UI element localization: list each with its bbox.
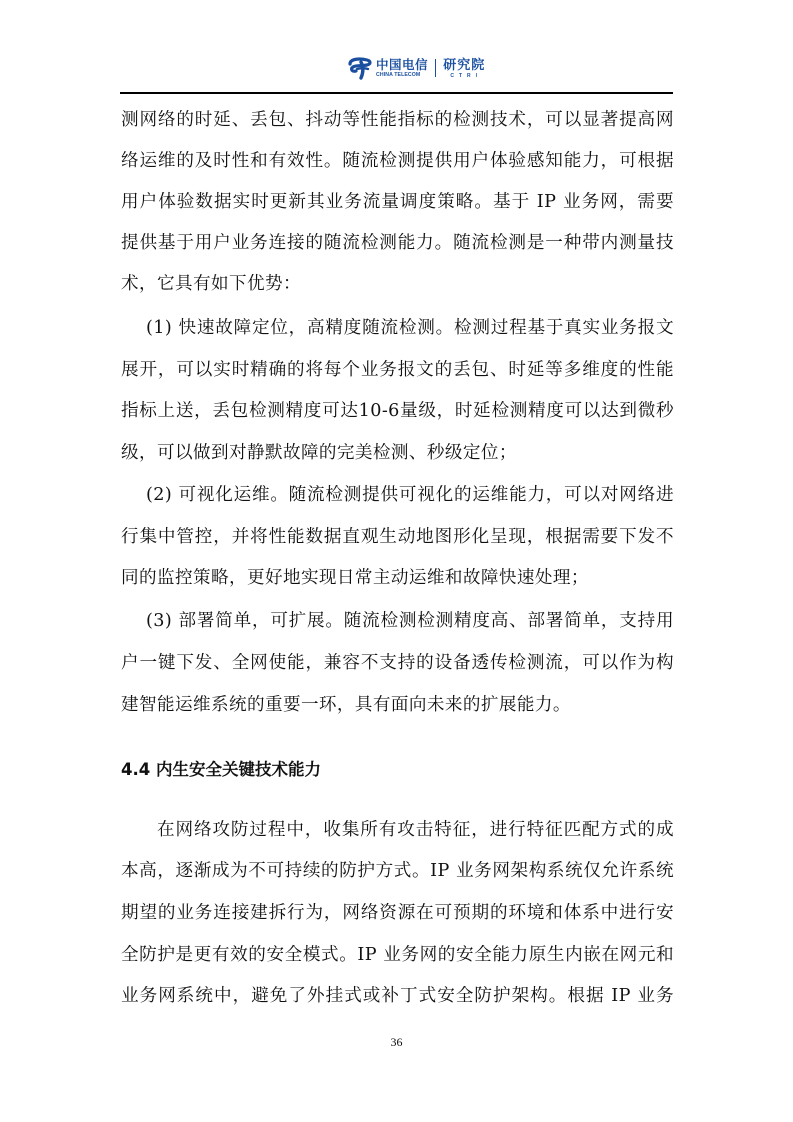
paragraph-line: 本高，逐渐成为不可持续的防护方式。IP 业务网架构系统仅允许系统 bbox=[121, 861, 674, 881]
paragraph-line: 测网络的时延、丢包、抖动等性能指标的检测技术，可以显著提高网 bbox=[121, 110, 674, 130]
paragraph-line: 期望的业务连接建拆行为，网络资源在可预期的环境和体系中进行安 bbox=[121, 903, 674, 923]
brand-name-cn: 中国电信 bbox=[376, 57, 429, 72]
paragraph-line: 展开，可以实时精确的将每个业务报文的丢包、时延等多维度的性能 bbox=[121, 360, 674, 380]
paragraph-line: 行集中管控，并将性能数据直观生动地图形化呈现，根据需要下发不 bbox=[121, 527, 674, 547]
paragraph-line: 全防护是更有效的安全模式。IP 业务网的安全能力原生内嵌在网元和 bbox=[121, 945, 674, 965]
brand-name-en: CHINA TELECOM bbox=[376, 72, 421, 78]
paragraph-line: 络运维的及时性和有效性。随流检测提供用户体验感知能力，可根据 bbox=[121, 151, 674, 171]
paragraph-line: 用户体验数据实时更新其业务流量调度策略。基于 IP 业务网，需要 bbox=[121, 192, 674, 212]
institute-name-en: CTRI bbox=[450, 72, 483, 79]
page-header bbox=[0, 0, 793, 95]
paragraph-line: 指标上送，丢包检测精度可达10-6量级，时延检测精度可以达到微秒 bbox=[121, 401, 674, 421]
page-number: 36 bbox=[390, 1035, 403, 1049]
header-divider bbox=[120, 92, 673, 94]
china-telecom-ctri-logo bbox=[347, 53, 485, 83]
paragraph-line: 提供基于用户业务连接的随流检测能力。随流检测是一种带内测量技 bbox=[121, 233, 674, 253]
section-heading: 4.4 内生安全关键技术能力 bbox=[121, 760, 321, 779]
institute-name-cn: 研究院 bbox=[443, 57, 486, 73]
paragraph-line: 同的监控策略，更好地实现日常主动运维和故障快速处理； bbox=[121, 568, 589, 588]
list-item-line: (2) 可视化运维。随流检测提供可视化的运维能力，可以对网络进 bbox=[146, 485, 674, 505]
paragraph-line: 在网络攻防过程中，收集所有攻击特征，进行特征匹配方式的成 bbox=[157, 820, 674, 840]
paragraph-line: 建智能运维系统的重要一环，具有面向未来的扩展能力。 bbox=[121, 695, 571, 715]
paragraph-line: 业务网系统中，避免了外挂式或补丁式安全防护架构。根据 IP 业务 bbox=[121, 986, 674, 1006]
paragraph-line: 户一键下发、全网使能，兼容不支持的设备透传检测流，可以作为构 bbox=[121, 653, 674, 673]
list-item-line: (3) 部署简单，可扩展。随流检测检测精度高、部署简单，支持用 bbox=[146, 611, 674, 631]
logo-divider bbox=[435, 59, 436, 77]
china-telecom-logo-icon bbox=[347, 56, 373, 80]
paragraph-line: 术，它具有如下优势： bbox=[121, 274, 301, 294]
list-item-line: (1) 快速故障定位，高精度随流检测。检测过程基于真实业务报文 bbox=[146, 318, 674, 338]
paragraph-line: 级，可以做到对静默故障的完美检测、秒级定位； bbox=[121, 443, 517, 463]
